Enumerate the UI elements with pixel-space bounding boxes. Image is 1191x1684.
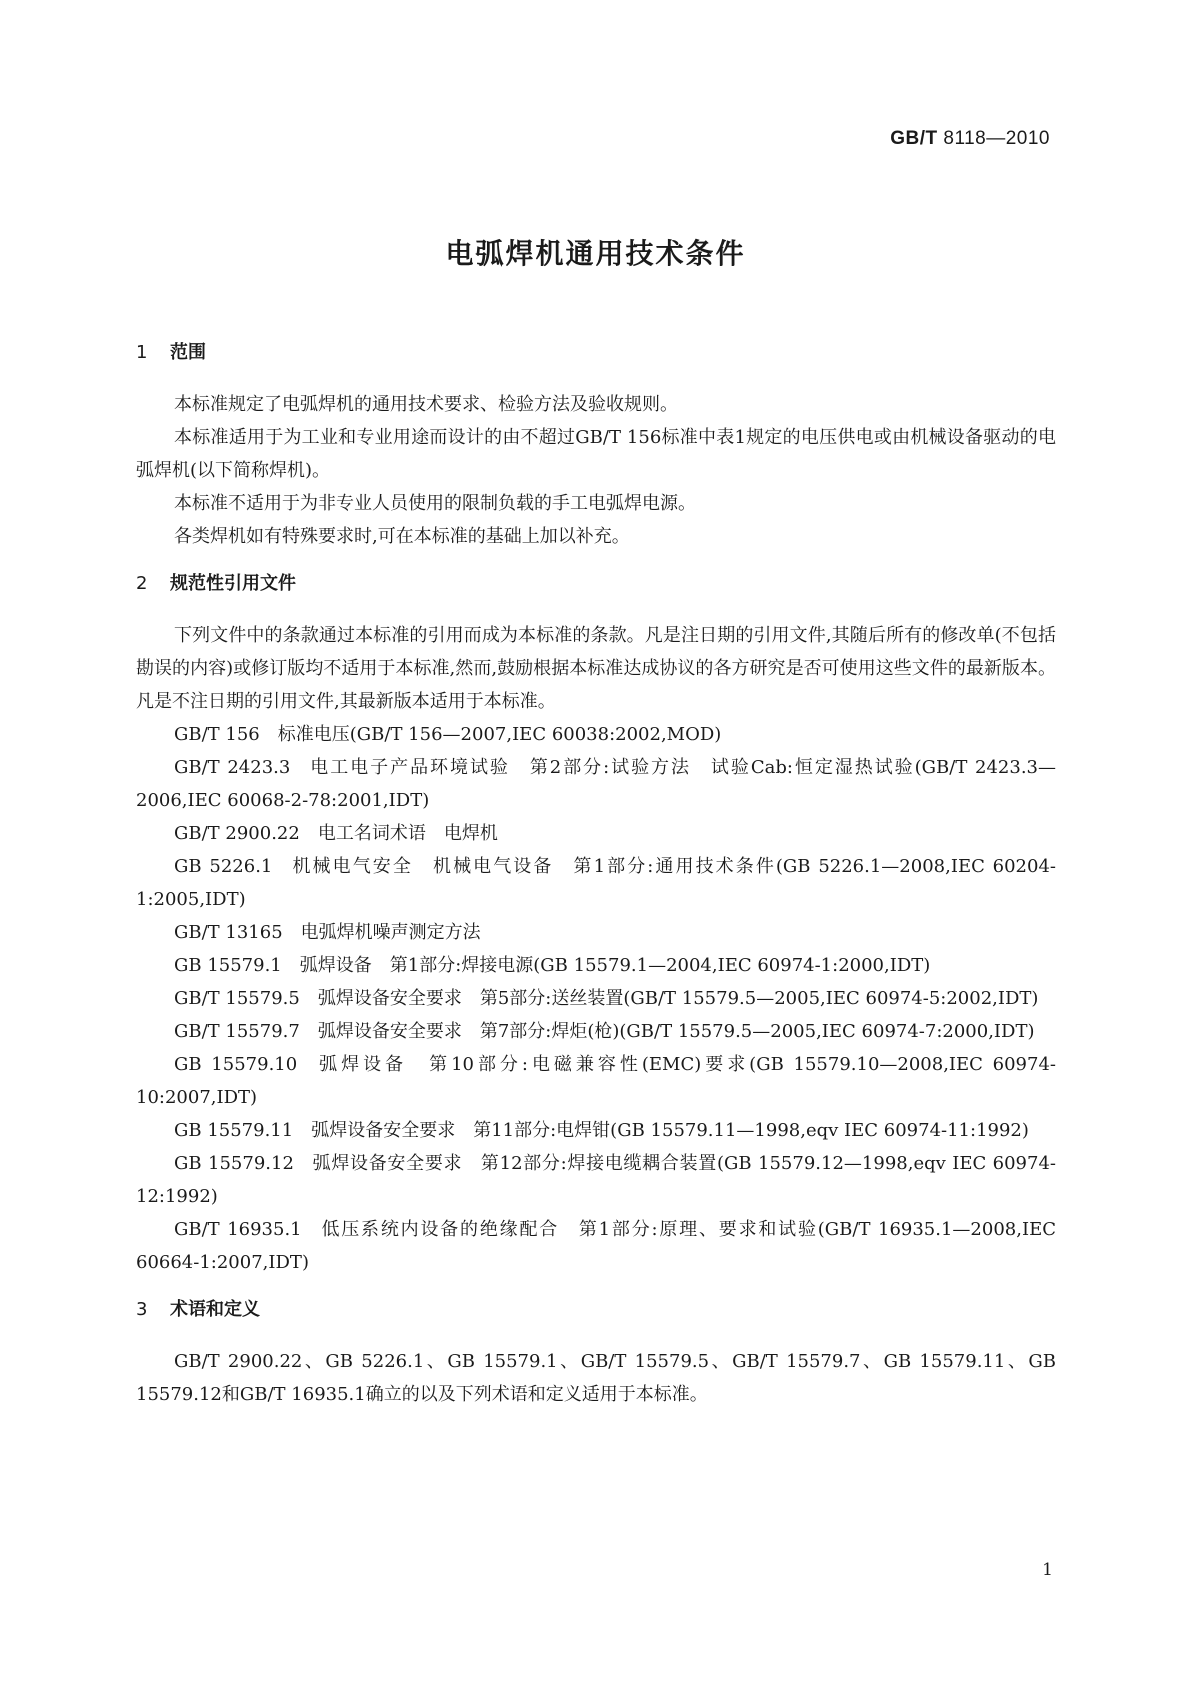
section-heading-normative-references — [136, 567, 1056, 601]
reference-code: GB 15579.11 — [174, 1120, 294, 1141]
paragraph: 本标准不适用于为非专业人员使用的限制负载的手工电弧焊电源。 — [174, 493, 696, 514]
reference-code: GB/T 156 — [174, 724, 260, 745]
section-number: 1 — [136, 342, 148, 363]
section-title: 范围 — [170, 342, 206, 363]
document-body — [136, 336, 1056, 1411]
reference-item — [136, 916, 1056, 949]
reference-item — [136, 1114, 1056, 1147]
reference-title: 电工名词术语 电焊机 — [317, 823, 498, 844]
reference-title: 弧焊设备 第10部分:电磁兼容性(EMC)要求(GB 15579.10—2008,IEC 60974-10:2007,IDT) — [136, 1054, 1056, 1108]
reference-item — [136, 718, 1056, 751]
standard-code: 8118—2010 — [943, 128, 1050, 149]
reference-item — [136, 982, 1056, 1015]
section-heading-scope — [136, 336, 1056, 370]
reference-code: GB/T 15579.7 — [174, 1021, 300, 1042]
reference-code: GB/T 13165 — [174, 922, 283, 943]
paragraph: 本标准规定了电弧焊机的通用技术要求、检验方法及验收规则。 — [174, 394, 678, 415]
reference-code: GB 15579.1 — [174, 955, 282, 976]
reference-title: 弧焊设备 第1部分:焊接电源(GB 15579.1—2004,IEC 60974-1:2000,IDT) — [299, 955, 931, 976]
reference-item — [136, 1048, 1056, 1114]
paragraph: 本标准适用于为工业和专业用途而设计的由不超过GB/T 156标准中表1规定的电压供电或由机械设备驱动的电弧焊机(以下简称焊机)。 — [136, 427, 1056, 481]
reference-code: GB/T 16935.1 — [174, 1219, 302, 1240]
reference-item — [136, 949, 1056, 982]
reference-code: GB/T 2900.22 — [174, 823, 300, 844]
paragraph: 各类焊机如有特殊要求时,可在本标准的基础上加以补充。 — [174, 526, 630, 547]
reference-item — [136, 817, 1056, 850]
reference-title: 弧焊设备安全要求 第7部分:焊炬(枪)(GB/T 15579.5—2005,IEC 60974-7:2000,IDT) — [317, 1021, 1035, 1042]
reference-code: GB/T 15579.5 — [174, 988, 300, 1009]
reference-item — [136, 850, 1056, 916]
page-number: 1 — [1042, 1560, 1053, 1580]
reference-code: GB/T 2423.3 — [174, 757, 291, 778]
reference-item — [136, 1147, 1056, 1213]
reference-code: GB 5226.1 — [174, 856, 273, 877]
reference-title: 电工电子产品环境试验 第2部分:试验方法 试验Cab:恒定湿热试验(GB/T 2423.3—2006,IEC 60068-2-78:2001,IDT) — [136, 757, 1056, 811]
reference-item — [136, 1213, 1056, 1279]
reference-title: 机械电气安全 机械电气设备 第1部分:通用技术条件(GB 5226.1—2008,IEC 60204-1:2005,IDT) — [136, 856, 1056, 910]
reference-title: 弧焊设备安全要求 第5部分:送丝装置(GB/T 15579.5—2005,IEC 60974-5:2002,IDT) — [317, 988, 1039, 1009]
section-heading-terms-definitions — [136, 1293, 1056, 1327]
reference-item — [136, 751, 1056, 817]
reference-title: 电弧焊机噪声测定方法 — [300, 922, 481, 943]
reference-code: GB 15579.10 — [174, 1054, 298, 1075]
section-title: 规范性引用文件 — [170, 573, 296, 594]
standard-number — [890, 128, 1050, 150]
reference-title: 标准电压(GB/T 156—2007,IEC 60038:2002,MOD) — [277, 724, 722, 745]
reference-code: GB 15579.12 — [174, 1153, 294, 1174]
document-title: 电弧焊机通用技术条件 — [445, 237, 746, 270]
paragraph: GB/T 2900.22、GB 5226.1、GB 15579.1、GB/T 15579.5、GB/T 15579.7、GB 15579.11、GB 15579.12和GB/T 16935.1确立的以及下列术语和定义适用于本标准。 — [136, 1351, 1056, 1405]
reference-title: 低压系统内设备的绝缘配合 第1部分:原理、要求和试验(GB/T 16935.1—2008,IEC 60664-1:2007,IDT) — [136, 1219, 1056, 1273]
section-number: 2 — [136, 573, 148, 594]
reference-title: 弧焊设备安全要求 第11部分:电焊钳(GB 15579.11—1998,eqv IEC 60974-11:1992) — [311, 1120, 1029, 1141]
standard-prefix: GB/T — [890, 128, 938, 149]
reference-title: 弧焊设备安全要求 第12部分:焊接电缆耦合装置(GB 15579.12—1998,eqv IEC 60974-12:1992) — [136, 1153, 1056, 1207]
section-title: 术语和定义 — [170, 1299, 260, 1320]
reference-item — [136, 1015, 1056, 1048]
paragraph: 下列文件中的条款通过本标准的引用而成为本标准的条款。凡是注日期的引用文件,其随后所有的修改单(不包括勘误的内容)或修订版均不适用于本标准,然而,鼓励根据本标准达成协议的各方研究是否可使用这些文件的最新版本。凡是不注日期的引用文件,其最新版本适用于本标准。 — [136, 625, 1056, 712]
section-number: 3 — [136, 1299, 148, 1320]
